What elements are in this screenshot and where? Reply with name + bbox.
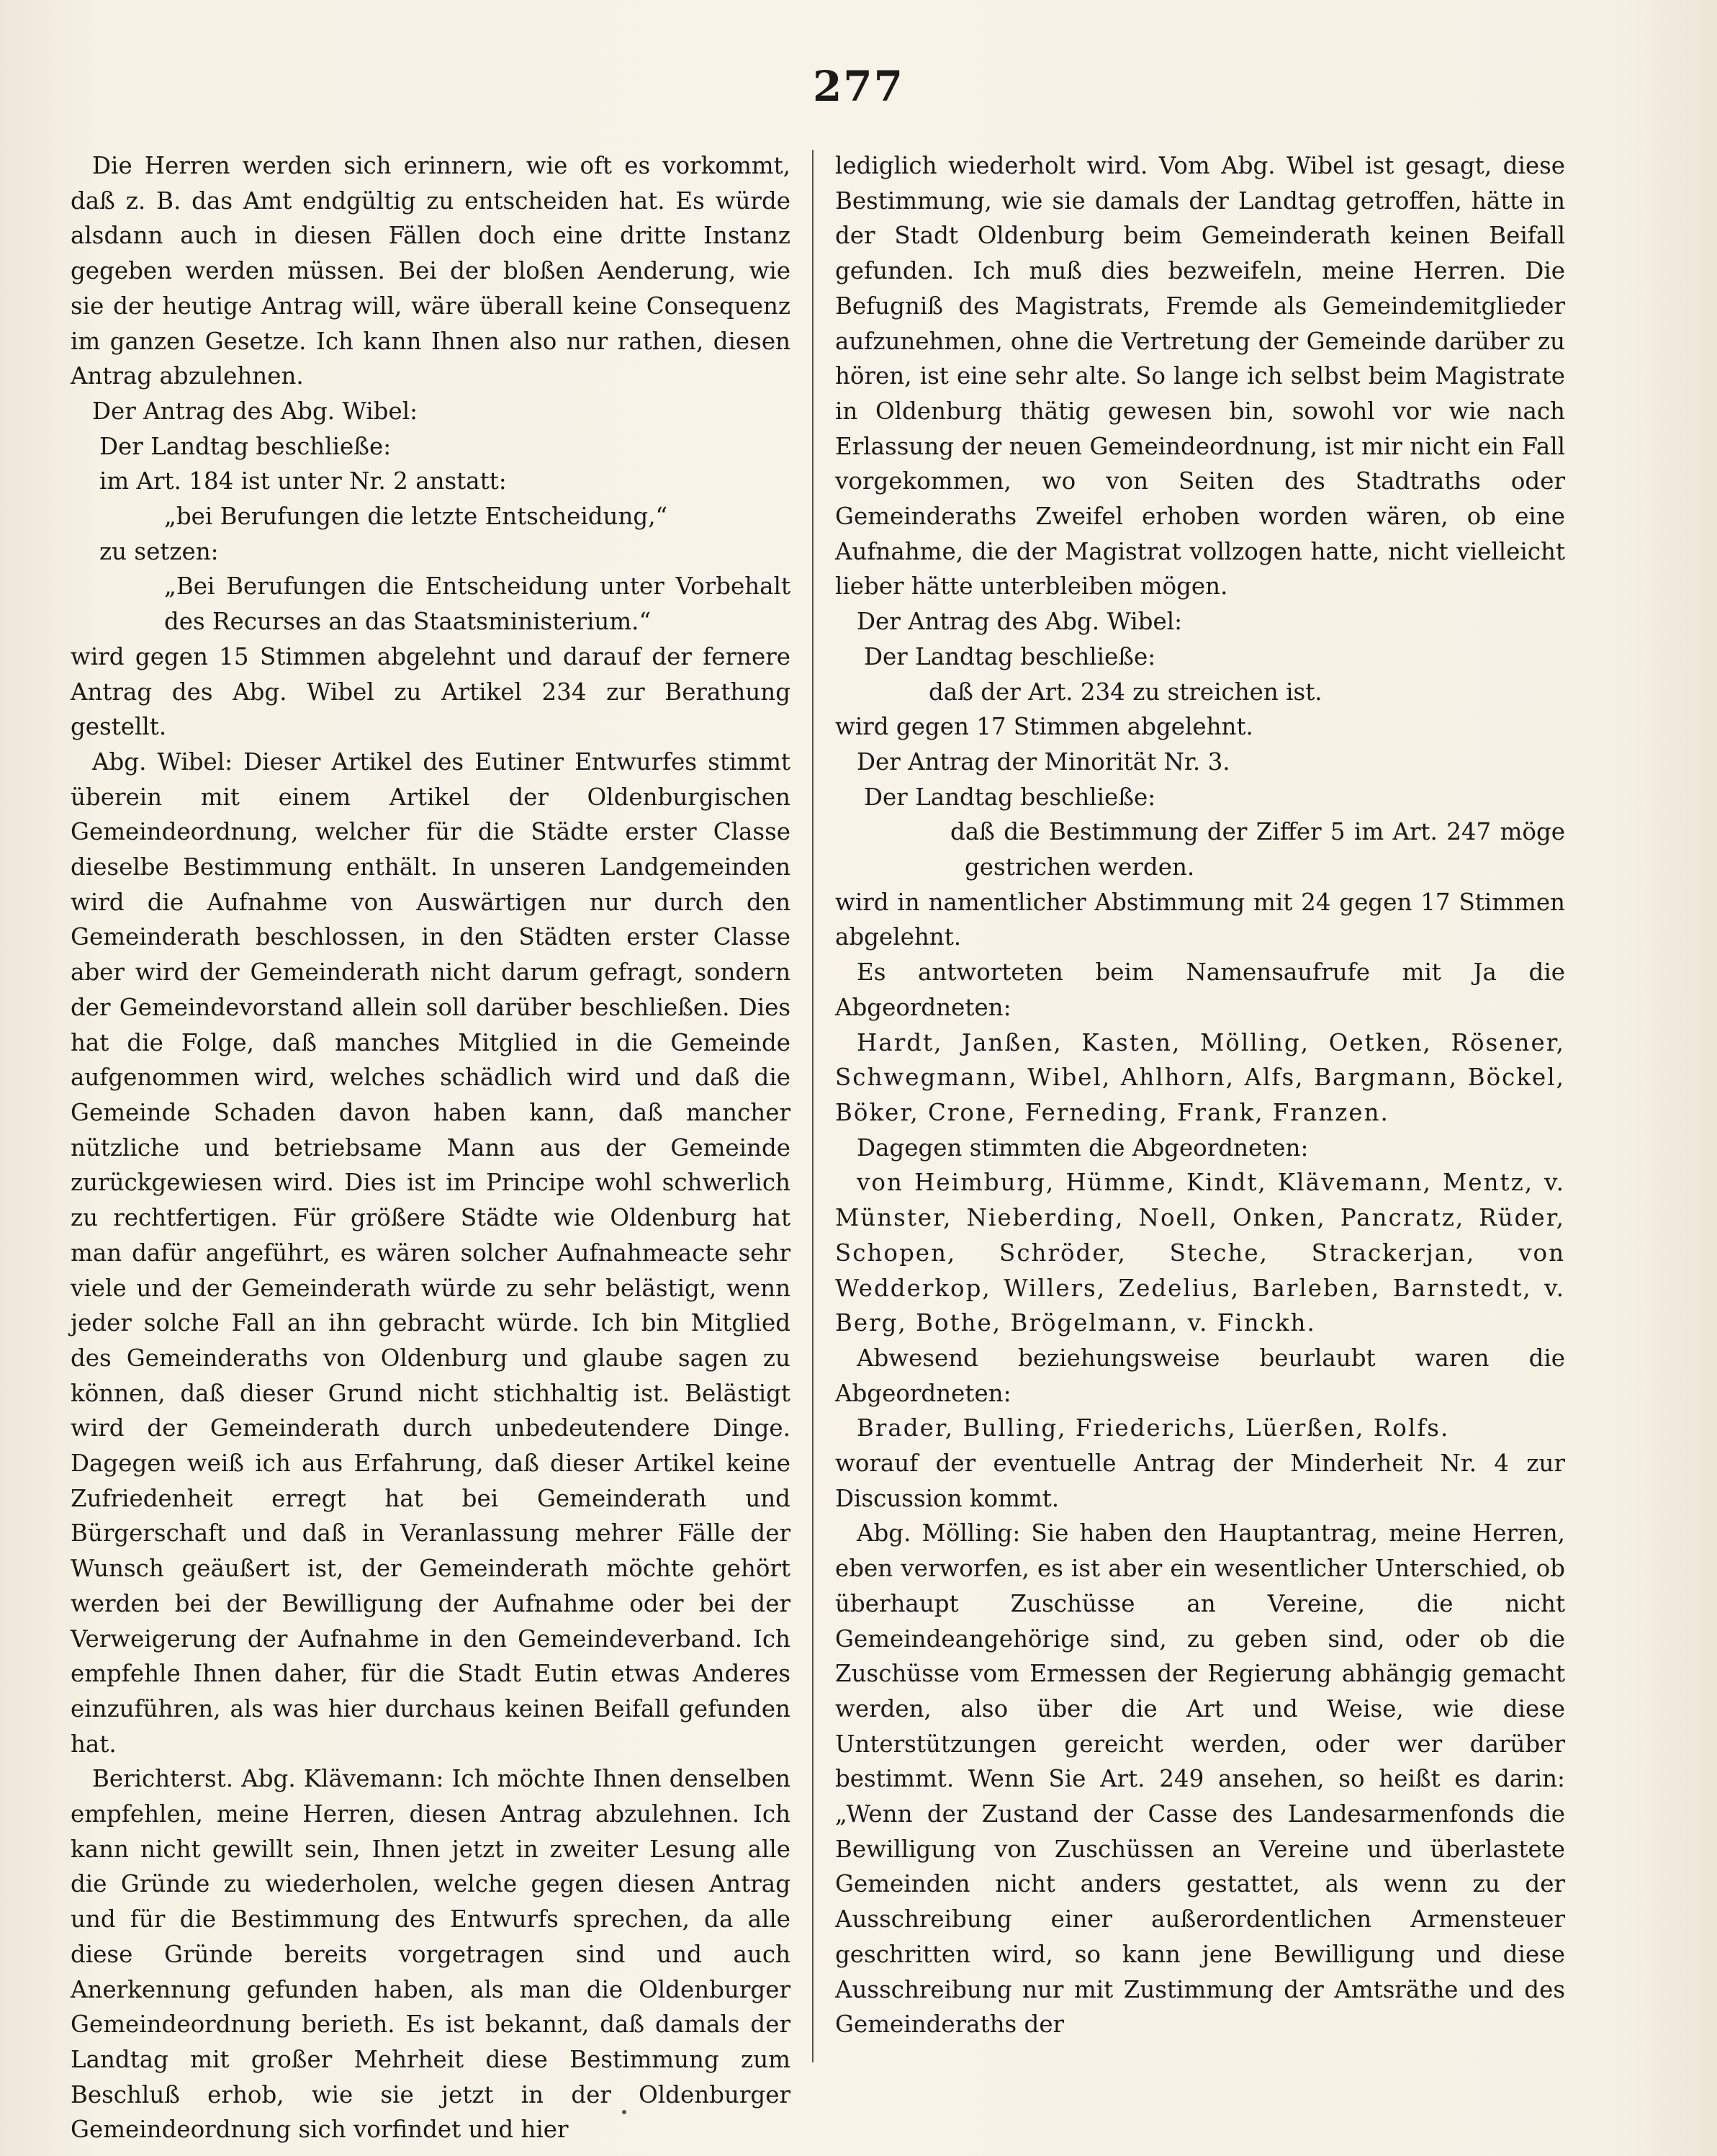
motion-preamble: Der Landtag beschließe:	[99, 432, 392, 460]
name-list: Brader, Bulling, Friederichs, Lüerßen, Rolfs.	[857, 1414, 1450, 1442]
motion-quote: „Bei Berufungen die Entscheidung unter Vorbehalt des Recurses an das Staatsministerium.“	[164, 572, 790, 636]
ink-speck	[622, 2110, 626, 2114]
right-column	[835, 148, 1565, 2071]
speech-wibel: Abg. Wibel: Dieser Artikel des Eutiner Entwurfes stimmt überein mit einem Artikel der Oldenburgischen Gemeindeordnung, welcher für die Städte erster Classe dieselbe Bestimmung enthält. In unseren Landgemeinden wird die Aufnahme von Auswärtigen nur durch den Gemeinderath beschlossen, in den Städten erster Classe aber wird der Gemeinderath nicht darum gefragt, sondern der Gemeindevorstand allein soll darüber beschließen. Dies hat die Folge, daß manches Mitglied in die Gemeinde aufgenommen wird, welches schädlich wird und daß die Gemeinde Schaden davon haben kann, daß mancher nützliche und betriebsame Mann aus der Gemeinde zurückgewiesen wird. Dies ist im Principe wohl schwerlich zu rechtfertigen. Für größere Städte wie Oldenburg hat man dafür angeführt, es wären solcher Aufnahmeacte sehr viele und der Gemeinderath würde zu sehr belästigt, wenn jeder solche Fall an ihn gebracht würde. Ich bin Mitglied des Gemeinderaths von Oldenburg und glaube sagen zu können, daß dieser Grund nicht stichhaltig ist. Belästigt wird der Gemeinderath durch unbedeutendere Dinge. Dagegen weiß ich aus Erfahrung, daß dieser Artikel keine Zufriedenheit erregt hat bei Gemeinderath und Bürgerschaft und daß in Veranlassung mehrer Fälle der Wunsch geäußert ist, der Gemeinderath möchte gehört werden bei der Bewilligung der Aufnahme oder bei der Verweigerung der Aufnahme in den Gemeindeverband. Ich empfehle Ihnen daher, für die Stadt Eutin etwas Anderes einzuführen, als was hier durchaus keinen Beifall gefunden hat.	[71, 747, 790, 1758]
left-column	[71, 148, 790, 2144]
motion-line: im Art. 184 ist unter Nr. 2 anstatt:	[99, 467, 507, 495]
absent-heading: Abwesend beziehungsweise beurlaubt waren die Abgeordneten:	[835, 1344, 1565, 1407]
motion-line: daß die Bestimmung der Ziffer 5 im Art. 247 möge gestrichen werden.	[950, 818, 1565, 881]
vote-result: wird gegen 15 Stimmen abgelehnt und darauf der fernere Antrag des Abg. Wibel zu Artikel 234 zur Berathung gestellt.	[71, 642, 790, 741]
speech-klaevemann: Berichterst. Abg. Klävemann: Ich möchte Ihnen denselben empfehlen, meine Herren, diesen Antrag abzulehnen. Ich kann nicht gewillt sein, Ihnen jetzt in zweiter Lesung alle die Gründe zu wiederholen, welche gegen diesen Antrag und für die Bestimmung des Entwurfs sprechen, da alle diese Gründe bereits vorgetragen sind und auch Anerkennung gefunden haben, als man die Oldenburger Gemeindeordnung berieth. Es ist bekannt, daß damals der Landtag mit großer Mehrheit diese Bestimmung zum Beschluß erhob, wie sie jetzt in der Oldenburger Gemeindeordnung sich vorfindet und hier	[71, 1765, 790, 2144]
motion-heading: Der Antrag des Abg. Wibel:	[857, 608, 1183, 636]
absent-list	[835, 1411, 1565, 1446]
motion-heading: Der Antrag des Abg. Wibel:	[92, 397, 418, 425]
vote-result: wird in namentlicher Abstimmung mit 24 gegen 17 Stimmen abgelehnt.	[835, 888, 1565, 951]
column-divider	[812, 150, 814, 2062]
roll-call-no-heading: Dagegen stimmten die Abgeordneten:	[857, 1133, 1309, 1162]
name-list: Hardt, Janßen, Kasten, Mölling, Oetken, Rösener, Schwegmann, Wibel, Ahlhorn, Alfs, Bargmann, Böckel, Böker, Crone, Ferneding, Frank, Franzen.	[835, 1028, 1565, 1126]
motion-line: daß der Art. 234 zu streichen ist.	[929, 678, 1322, 706]
page-number: 277	[812, 62, 905, 111]
motion-line: zu setzen:	[99, 537, 219, 565]
motion-quote: „bei Berufungen die letzte Entscheidung,“	[164, 503, 668, 531]
paragraph: Die Herren werden sich erinnern, wie oft es vorkommt, daß z. B. das Amt endgültig zu entscheiden hat. Es würde alsdann auch in diesen Fällen doch eine dritte Instanz gegeben werden müssen. Bei der bloßen Aenderung, wie sie der heutige Antrag will, wäre überall keine Consequenz im ganzen Gesetze. Ich kann Ihnen also nur rathen, diesen Antrag abzulehnen.	[71, 152, 790, 390]
paragraph: lediglich wiederholt wird. Vom Abg. Wibel ist gesagt, diese Bestimmung, wie sie damals der Landtag getroffen, hätte in der Stadt Oldenburg beim Gemeinderath keinen Beifall gefunden. Ich muß dies bezweifeln, meine Herren. Die Befugniß des Magistrats, Fremde als Gemeindemitglieder aufzunehmen, ohne die Vertretung der Gemeinde darüber zu hören, ist eine sehr alte. So lange ich selbst beim Magistrate in Oldenburg thätig gewesen bin, sowohl vor wie nach Erlassung der neuen Gemeindeordnung, ist mir nicht ein Fall vorgekommen, wo von Seiten des Stadtraths oder Gemeinderaths Zweifel erhoben worden wären, ob eine Aufnahme, die der Magistrat vollzogen hatte, nicht vielleicht lieber hätte unterbleiben mögen.	[835, 152, 1565, 601]
motion-heading: Der Antrag der Minorität Nr. 3.	[857, 747, 1230, 776]
motion-preamble: Der Landtag beschließe:	[864, 642, 1156, 670]
roll-call-yes-list	[835, 1025, 1565, 1131]
name-list: von Heimburg, Hümme, Kindt, Klävemann, Mentz, v. Münster, Nieberding, Noell, Onken, Pancratz, Rüder, Schopen, Schröder, Steche, Strackerjan, von Wedderkop, Willers, Zedelius, Barleben, Barnstedt, v. Berg, Bothe, Brögelmann, v. Finckh.	[835, 1169, 1565, 1337]
speech-moelling: Abg. Mölling: Sie haben den Hauptantrag, meine Herren, eben verworfen, es ist aber ein wesentlicher Unterschied, ob überhaupt Zuschüsse an Vereine, die nicht Gemeindeangehörige sind, zu geben sind, oder ob die Zuschüsse vom Ermessen der Regierung abhängig gemacht werden, also über die Art und Weise, wie diese Unterstützungen gereicht werden, oder wer darüber bestimmt. Wenn Sie Art. 249 ansehen, so heißt es darin: „Wenn der Zustand der Casse des Landesarmenfonds die Bewilligung von Zuschüssen an Vereine und überlastete Gemeinden nicht anders gestattet, als wenn zu der Ausschreibung einer außerordentlichen Armensteuer geschritten wird, so kann jene Bewilligung und diese Ausschreibung nur mit Zustimmung der Amtsräthe und des Gemeinderaths der	[835, 1519, 1565, 2039]
roll-call-yes-heading: Es antworteten beim Namensaufrufe mit Ja die Abgeordneten:	[835, 958, 1565, 1021]
vote-result: wird gegen 17 Stimmen abgelehnt.	[835, 713, 1253, 741]
vote-result: worauf der eventuelle Antrag der Minderheit Nr. 4 zur Discussion kommt.	[835, 1450, 1565, 1512]
roll-call-no-list	[835, 1165, 1565, 1341]
motion-preamble: Der Landtag beschließe:	[864, 783, 1156, 811]
